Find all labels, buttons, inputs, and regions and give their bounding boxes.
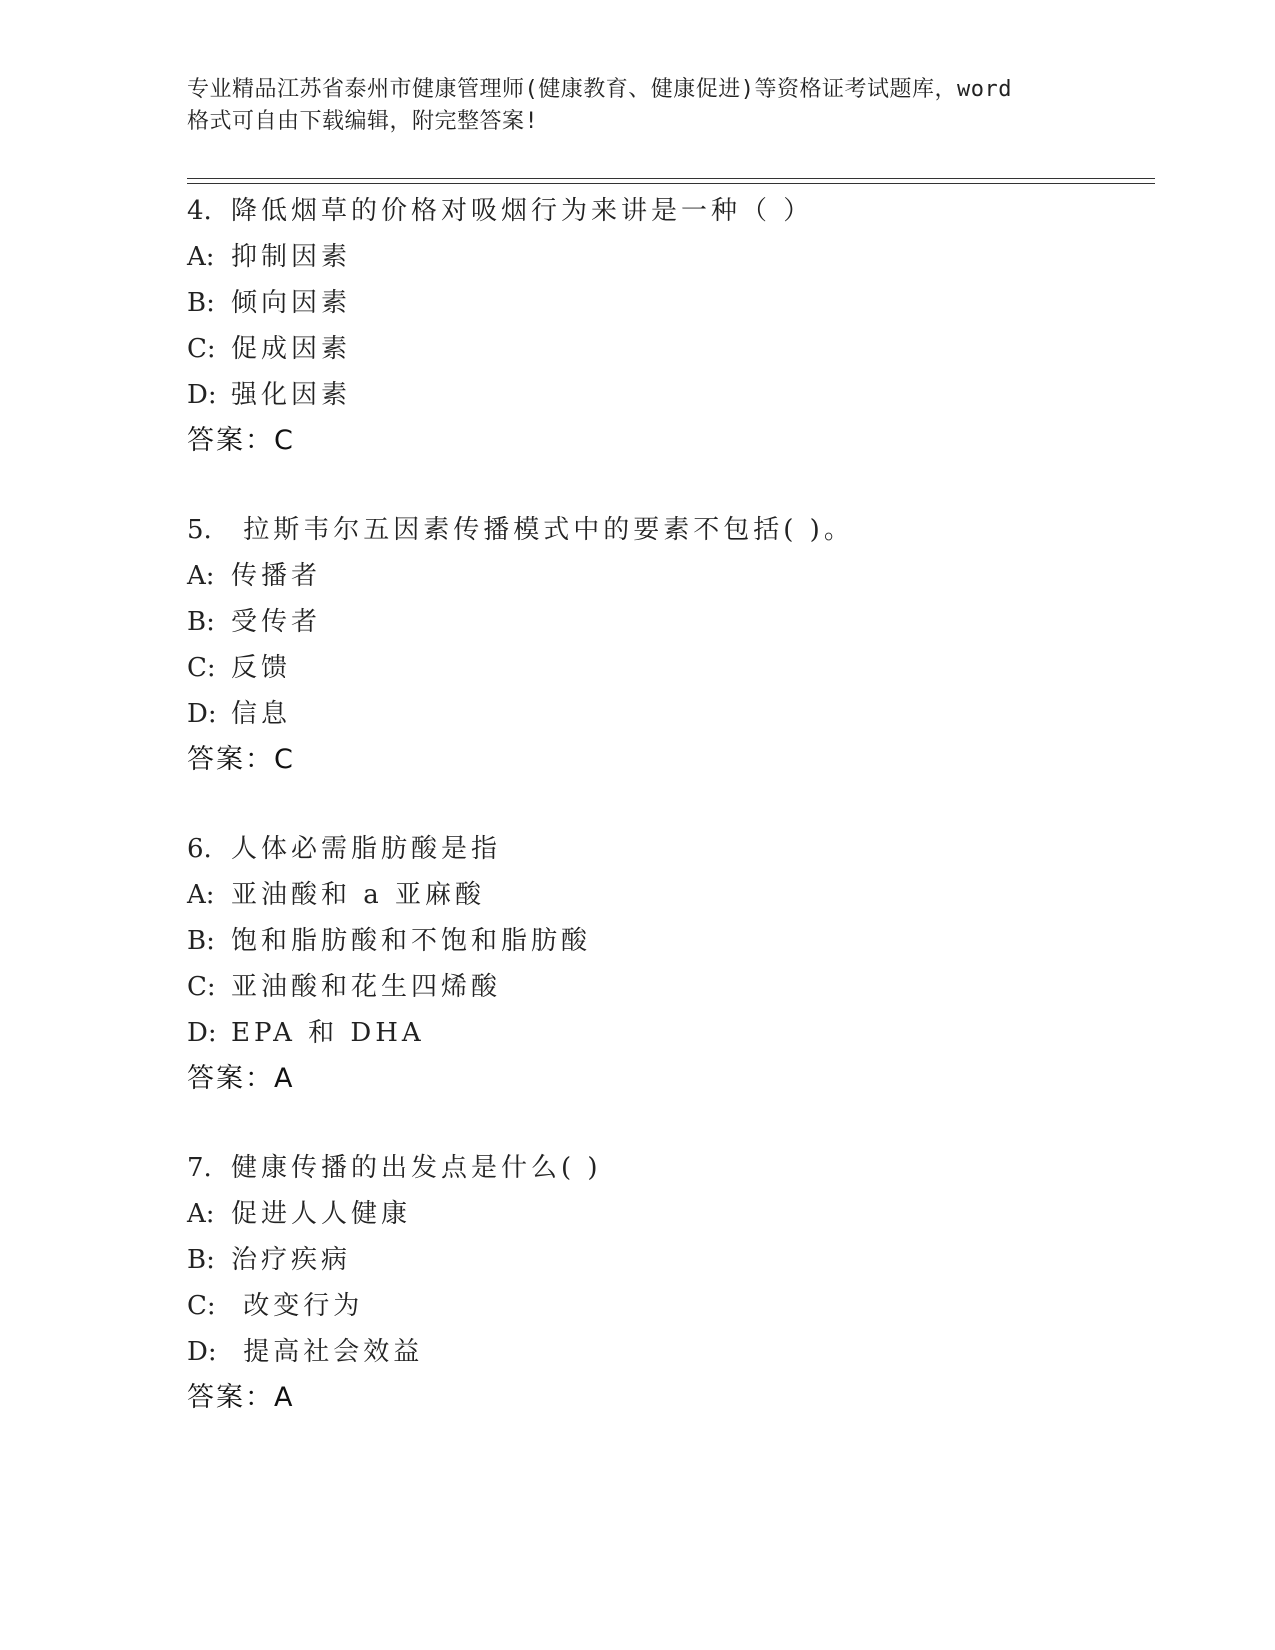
option-letter: B: — [187, 607, 215, 637]
option-text: 治疗疾病 — [231, 1245, 352, 1275]
header-divider-bottom — [187, 183, 1155, 184]
option-text: 传播者 — [231, 561, 322, 591]
answer-line: 答案：C — [187, 744, 295, 775]
option-b — [187, 280, 1147, 326]
answer-line: 答案：A — [187, 1063, 295, 1094]
question-text: 降低烟草的价格对吸烟行为来讲是一种（ ） — [231, 196, 814, 226]
question-stem — [187, 1145, 1147, 1191]
option-c — [187, 1283, 1147, 1329]
question-7 — [187, 1145, 1147, 1421]
question-4 — [187, 188, 1147, 464]
option-text: 强化因素 — [231, 380, 352, 410]
option-text: 受传者 — [231, 607, 322, 637]
question-text: 人体必需脂肪酸是指 — [231, 834, 502, 864]
option-d — [187, 1010, 1147, 1056]
option-letter: B: — [187, 926, 215, 956]
question-number: 4. — [187, 196, 212, 226]
option-text: 信息 — [231, 699, 292, 729]
header-line-2: 格式可自由下载编辑，附完整答案! — [187, 109, 539, 134]
option-a — [187, 553, 1147, 599]
option-letter: D: — [187, 380, 217, 410]
question-number: 6. — [187, 834, 212, 864]
question-stem — [187, 507, 1147, 553]
option-a — [187, 234, 1147, 280]
option-d — [187, 1329, 1147, 1375]
question-list — [187, 188, 1147, 1464]
option-a — [187, 872, 1147, 918]
option-c — [187, 964, 1147, 1010]
option-text: 饱和脂肪酸和不饱和脂肪酸 — [231, 926, 592, 956]
option-letter: C: — [187, 1291, 216, 1321]
answer-line: 答案：C — [187, 425, 295, 456]
option-b — [187, 1237, 1147, 1283]
option-text: EPA 和 DHA — [231, 1018, 425, 1048]
option-letter: A: — [187, 561, 215, 591]
question-text: 健康传播的出发点是什么( ) — [231, 1153, 602, 1183]
question-number: 7. — [187, 1153, 212, 1183]
option-letter: D: — [187, 1018, 217, 1048]
option-text: 反馈 — [231, 653, 292, 683]
option-letter: C: — [187, 972, 216, 1002]
option-text: 促进人人健康 — [231, 1199, 412, 1229]
option-text: 抑制因素 — [231, 242, 352, 272]
option-d — [187, 691, 1147, 737]
option-text: 提高社会效益 — [231, 1337, 424, 1367]
option-letter: D: — [187, 1337, 217, 1367]
option-c — [187, 645, 1147, 691]
option-letter: C: — [187, 334, 216, 364]
option-letter: A: — [187, 242, 215, 272]
option-letter: B: — [187, 288, 215, 318]
answer-line: 答案：A — [187, 1382, 295, 1413]
option-letter: D: — [187, 699, 217, 729]
option-a — [187, 1191, 1147, 1237]
header-line-1: 专业精品江苏省泰州市健康管理师(健康教育、健康促进)等资格证考试题库，word — [187, 77, 1012, 102]
option-text: 改变行为 — [231, 1291, 364, 1321]
question-number: 5. — [187, 515, 212, 545]
option-letter: A: — [187, 1199, 215, 1229]
option-b — [187, 918, 1147, 964]
option-letter: A: — [187, 880, 215, 910]
document-header — [187, 74, 1087, 138]
question-stem — [187, 826, 1147, 872]
option-d — [187, 372, 1147, 418]
option-text: 倾向因素 — [231, 288, 352, 318]
option-letter: C: — [187, 653, 216, 683]
option-c — [187, 326, 1147, 372]
option-text: 促成因素 — [231, 334, 352, 364]
question-5 — [187, 507, 1147, 783]
option-letter: B: — [187, 1245, 215, 1275]
question-6 — [187, 826, 1147, 1102]
header-divider-top — [187, 178, 1155, 179]
question-text: 拉斯韦尔五因素传播模式中的要素不包括( )。 — [231, 515, 854, 545]
option-b — [187, 599, 1147, 645]
option-text: 亚油酸和花生四烯酸 — [231, 972, 502, 1002]
question-stem — [187, 188, 1147, 234]
option-text: 亚油酸和 a 亚麻酸 — [231, 880, 486, 910]
